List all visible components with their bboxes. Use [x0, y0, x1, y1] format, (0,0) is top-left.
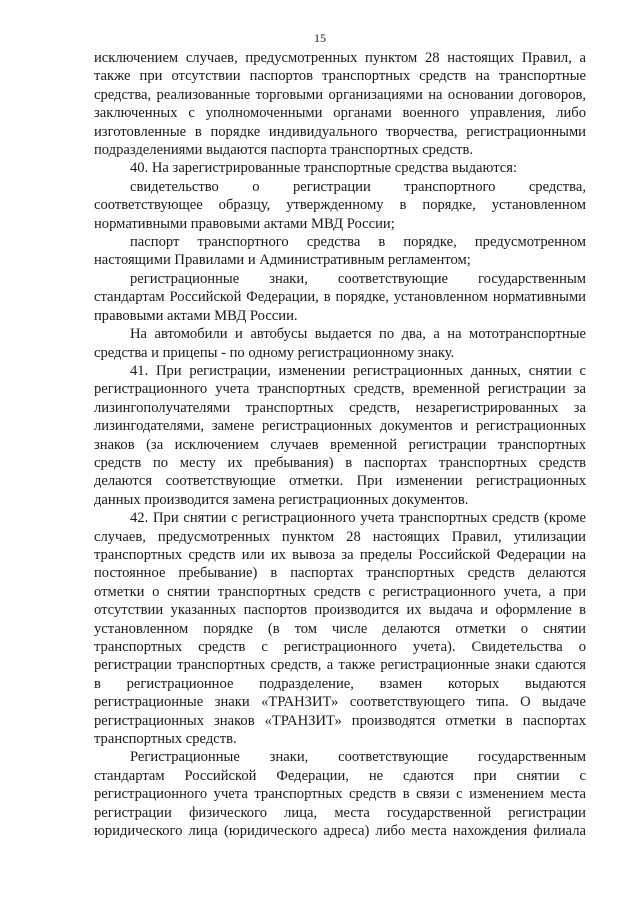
paragraph-8-line-1: 42. При снятии с регистрационного учета транспортных средств (кроме [130, 510, 586, 527]
paragraph-6-line-2: средства и прицепы - по одному регистрационному знаку. [94, 344, 455, 361]
paragraph-1-line-2: также при отсутствии паспортов транспортных средств на транспортные [94, 68, 586, 85]
paragraph-9-line-4: регистрации физического лица, места государственной регистрации [94, 804, 586, 821]
paragraph-8-line-4: постоянное пребывание) в паспортах транспортных средств делаются [94, 565, 586, 582]
paragraph-2-line-1: 40. На зарегистрированные транспортные средства выдаются: [130, 160, 518, 177]
paragraph-9-line-3: регистрационного учета транспортных средств в связи с изменением места [94, 786, 586, 803]
paragraph-7-line-2: регистрационного учета транспортных средств, временной регистрации за [94, 381, 586, 398]
paragraph-8-line-2: случаев, предусмотренных пунктом 28 настоящих Правил, утилизации [94, 528, 586, 545]
paragraph-8-line-5: отметки о снятии транспортных средств с регистрационного учета, а при [94, 583, 586, 600]
paragraph-8-line-8: транспортных средств с регистрационного учета). Свидетельства о [94, 639, 586, 655]
paragraph-7-line-4: лизингодателями, замене регистрационных документов и регистрационных [94, 418, 586, 435]
paragraph-8-line-11: регистрационные знаки «ТРАНЗИТ» соответствующего типа. О выдаче [94, 694, 586, 711]
paragraph-9-line-5: юридического лица (юридического адреса) либо места нахождения филиала [94, 823, 586, 840]
paragraph-7-line-3: лизингополучателями транспортных средств, незарегистрированных за [94, 399, 586, 416]
paragraph-8-line-13: транспортных средств. [94, 731, 237, 748]
paragraph-1-line-5: изготовленные в порядке индивидуального творчества, регистрационными [94, 123, 586, 140]
paragraph-6-line-1: На автомобили и автобусы выдается по два, а на мототранспортные [130, 326, 586, 343]
paragraph-1-line-1: исключением случаев, предусмотренных пунктом 28 настоящих Правил, а [94, 50, 586, 66]
paragraph-4-line-2: настоящими Правилами и Административным регламентом; [94, 252, 471, 269]
paragraph-5-line-3: правовыми актами МВД России. [94, 307, 298, 324]
document-body [94, 49, 586, 840]
paragraph-7-line-5: знаков (за исключением случаев временной регистрации транспортных [94, 436, 586, 453]
paragraph-8-line-6: отсутствии указанных паспортов производится их выдача и оформление в [94, 602, 586, 619]
paragraph-3-line-2: соответствующее образцу, утвержденному в порядке, установленном [94, 197, 586, 214]
paragraph-9-line-1: Регистрационные знаки, соответствующие государственным [130, 749, 586, 766]
paragraph-9-line-2: стандартам Российской Федерации, не сдаются при снятии с [94, 767, 586, 784]
paragraph-3-line-1: свидетельство о регистрации транспортного средства, [130, 178, 586, 195]
paragraph-5-line-1: регистрационные знаки, соответствующие государственным [130, 270, 586, 287]
paragraph-3-line-3: нормативными правовыми актами МВД России; [94, 215, 395, 232]
page-number: 15 [314, 31, 326, 45]
paragraph-8-line-7: установленном порядке (в том числе делаются отметки о снятии [94, 620, 586, 637]
paragraph-4-line-1: паспорт транспортного средства в порядке, предусмотренном [130, 234, 586, 251]
paragraph-1-line-4: заключенных с уполномоченными органами военного управления, либо [94, 105, 586, 122]
paragraph-8-line-3: транспортных средств или их вывоза за пределы Российской Федерации на [94, 546, 586, 563]
paragraph-8-line-9: регистрации транспортных средств, а также регистрационные знаки сдаются [94, 657, 586, 674]
paragraph-7-line-8: данных производится замена регистрационных документов. [94, 491, 469, 508]
paragraph-7-line-6: средств по месту их пребывания) в паспортах транспортных средств [94, 454, 586, 471]
paragraph-1-line-3: средства, реализованные торговыми организациями на основании договоров, [94, 86, 586, 103]
paragraph-5-line-2: стандартам Российской Федерации, в порядке, установленном нормативными [94, 289, 586, 306]
paragraph-7-line-7: делаются соответствующие отметки. При изменении регистрационных [94, 473, 586, 490]
paragraph-1-line-6: подразделениями выдаются паспорта транспортных средств. [94, 142, 474, 159]
paragraph-8-line-10: в регистрационное подразделение, взамен которых выдаются [94, 675, 586, 692]
paragraph-7-line-1: 41. При регистрации, изменении регистрационных данных, снятии с [130, 362, 586, 379]
paragraph-8-line-12: регистрационных знаков «ТРАНЗИТ» производятся отметки в паспортах [94, 712, 586, 729]
